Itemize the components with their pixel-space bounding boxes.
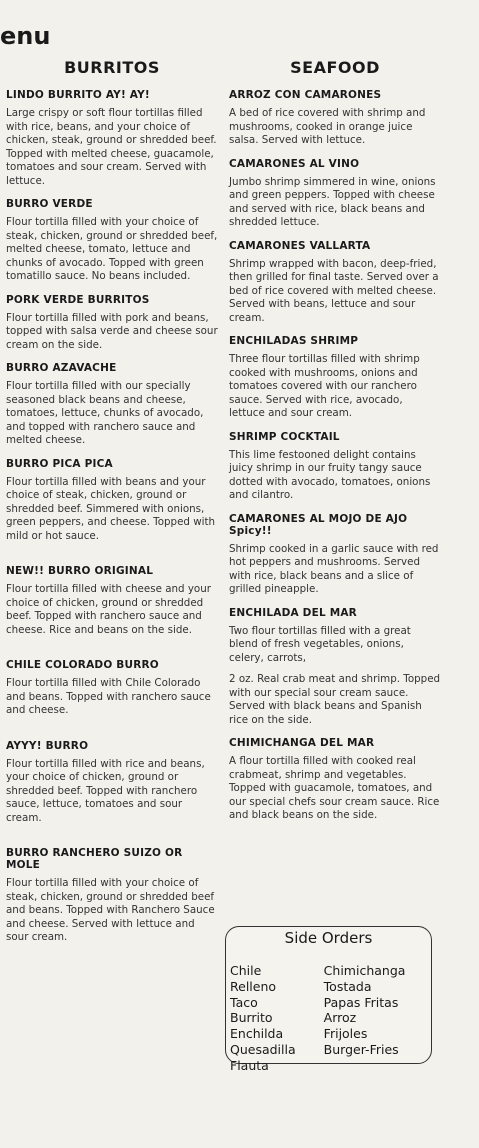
menu-item-name: LINDO BURRITO AY! AY! — [6, 89, 150, 101]
menu-item-name: BURRO PICA PICA — [6, 457, 113, 470]
side-order-item: Relleno — [230, 978, 277, 994]
menu-item — [229, 240, 441, 326]
menu-item — [229, 607, 441, 728]
seafood-heading: SEAFOOD — [290, 58, 380, 77]
side-orders-box — [225, 926, 432, 1073]
menu-item — [6, 198, 218, 284]
menu-item-name: NEW!! BURRO ORIGINAL — [6, 565, 154, 577]
side-order-item: Papas Fritas — [323, 994, 399, 1010]
menu-item — [6, 565, 218, 637]
menu-item — [6, 659, 218, 718]
menu-item-description-paragraph: Flour tortilla filled with rice and beans, your choice of chicken, ground or shredded beef. Topped with ranchero sauce, lettuce, tomatoes and sour cream. — [6, 757, 205, 824]
menu-item — [6, 362, 218, 448]
menu-item-description-paragraph: Three flour tortillas filled with shrimp cooked with mushrooms, onions and tomatoes covered with our ranchero sauce. Served with rice, avocado, lettuce and sour cream. — [229, 353, 420, 419]
side-order-item: Enchilda — [230, 1026, 284, 1042]
side-order-item: Flauta — [230, 1057, 269, 1073]
menu-item-description — [229, 755, 441, 823]
side-order-item: Taco — [230, 994, 258, 1010]
menu-item-description-paragraph: Jumbo shrimp simmered in wine, onions and green peppers. Topped with cheese and served with rice, black beans and shredded lettuce. — [229, 175, 436, 228]
menu-item-description-paragraph: Flour tortilla filled with your choice of steak, chicken, ground or shredded beef and beans. Topped with Ranchero Sauce and cheese. Served with lettuce and sour cream. — [6, 877, 215, 943]
menu-item-description — [6, 312, 218, 353]
menu-item — [6, 458, 218, 544]
side-order-item: Tostada — [323, 978, 372, 994]
seafood-column — [229, 58, 441, 833]
side-orders-right-list — [324, 963, 431, 1074]
menu-item-name: CAMARONES VALLARTA — [229, 239, 371, 252]
burritos-list — [6, 89, 218, 945]
menu-item-description — [229, 449, 441, 503]
menu-item-name: AYYY! BURRO — [6, 739, 89, 752]
menu-item-name: CHILE COLORADO BURRO — [6, 659, 159, 671]
menu-item-description-paragraph: Flour tortilla filled with cheese and your choice of chicken, ground or shredded beef. Topped with ranchero sauce and cheese. Rice and beans on the side. — [6, 583, 211, 636]
side-order-item: Arroz — [323, 1010, 357, 1026]
side-order-item: Frijoles — [323, 1026, 368, 1042]
menu-item-description — [229, 353, 441, 421]
menu-item-description — [6, 877, 218, 945]
menu-item-description-paragraph: Large crispy or soft flour tortillas filled with rice, beans, and your choice of chicken, steak, ground or shredded beef. Topped with melted cheese, guacamole, tomatoes and sour cream. Served with lettuce. — [6, 107, 217, 187]
menu-item-description-paragraph: This lime festooned delight contains juicy shrimp in our fruity tangy sauce dotted with avocado, tomatoes, onions and cilantro. — [229, 448, 431, 501]
side-order-item: Quesadilla — [230, 1041, 296, 1057]
menu-item — [6, 740, 218, 826]
menu-item-description — [6, 583, 218, 637]
burritos-column — [6, 58, 218, 955]
seafood-list — [229, 89, 441, 823]
menu-item-description-paragraph: Flour tortilla filled with pork and beans, topped with salsa verde and cheese sour cream on the side. — [6, 311, 218, 351]
menu-item — [6, 847, 218, 945]
menu-item-description — [229, 176, 441, 230]
menu-item-name: BURRO AZAVACHE — [6, 362, 117, 374]
menu-item-name: ENCHILADAS SHRIMP — [229, 335, 359, 347]
menu-item — [229, 737, 441, 823]
menu-item-description-paragraph: Flour tortilla filled with our specially seasoned black beans and cheese, tomatoes, lettuce, chunks of avocado, and topped with ranchero sauce and melted cheese. — [6, 380, 204, 446]
menu-item-description — [229, 543, 441, 597]
menu-item-description-paragraph: A bed of rice covered with shrimp and mushrooms, cooked in orange juice salsa. Served with lettuce. — [229, 107, 426, 146]
menu-item-name: SHRIMP COCKTAIL — [229, 430, 340, 443]
side-orders-title: Side Orders — [284, 929, 373, 947]
page-title: enu — [0, 22, 51, 50]
burritos-heading: BURRITOS — [64, 58, 160, 77]
menu-item — [229, 89, 441, 148]
menu-item-description — [6, 216, 218, 284]
menu-item-description — [6, 107, 218, 188]
side-order-item: Burger-Fries — [323, 1041, 399, 1057]
menu-item — [229, 431, 441, 503]
menu-item-description-paragraph: Flour tortilla filled with Chile Colorado and beans. Topped with ranchero sauce and cheese. — [6, 677, 211, 716]
menu-item — [229, 158, 441, 230]
menu-item-name: BURRO VERDE — [6, 198, 93, 210]
menu-item-name: ARROZ CON CAMARONES — [229, 89, 382, 101]
menu-item-name: CAMARONES AL VINO — [229, 157, 360, 170]
menu-item — [229, 513, 441, 597]
menu-item-name: CAMARONES AL MOJO DE AJO Spicy!! — [229, 512, 408, 537]
menu-item — [6, 294, 218, 353]
menu-item-description — [229, 107, 441, 148]
menu-item-description — [6, 380, 218, 448]
menu-item — [6, 89, 218, 188]
menu-item-description-paragraph: Flour tortilla filled with beans and your choice of steak, chicken, ground or shredded beef. Simmered with onions, green peppers, and cheese. Topped with mild or hot sauce. — [6, 475, 216, 542]
side-order-item: Chile — [230, 963, 262, 978]
menu-item-name: PORK VERDE BURRITOS — [6, 293, 150, 306]
menu-item-description — [6, 476, 218, 544]
menu-item-description — [6, 758, 218, 826]
menu-item-description — [229, 258, 441, 326]
menu-item-name: CHIMICHANGA DEL MAR — [229, 737, 375, 749]
menu-item-name: ENCHILADA DEL MAR — [229, 606, 357, 619]
menu-item-description — [229, 625, 441, 728]
menu-item-description — [6, 677, 218, 718]
menu-item-description-paragraph: Shrimp cooked in a garlic sauce with red hot peppers and mushrooms. Served with rice, black beans and a slice of grilled pineapple. — [229, 542, 439, 595]
side-orders-left-list — [230, 963, 324, 1074]
side-order-item: Burrito — [230, 1010, 273, 1026]
menu-item-description-paragraph: Shrimp wrapped with bacon, deep-fried, then grilled for final taste. Served over a bed of rice covered with melted cheese. Served with beans, lettuce and sour cream. — [229, 257, 439, 324]
menu-item-description-paragraph: Two flour tortillas filled with a great blend of fresh vegetables, onions, celery, carrots, — [229, 624, 411, 664]
side-order-item: Chimichanga — [323, 963, 406, 978]
menu-item-name: BURRO RANCHERO SUIZO OR MOLE — [6, 847, 183, 871]
menu-item-description-paragraph: Flour tortilla filled with your choice of steak, chicken, ground or shredded beef, melted cheese, tomato, lettuce and chunks of avocado. Topped with green tomatillo sauce. No beans included. — [6, 216, 218, 282]
menu-item-description-paragraph: 2 oz. Real crab meat and shrimp. Topped with our special sour cream sauce. Served with black beans and Spanish rice on the side. — [229, 673, 441, 726]
menu-item — [229, 335, 441, 421]
menu-item-description-paragraph: A flour tortilla filled with cooked real crabmeat, shrimp and vegetables. Topped with guacamole, tomatoes, and our special chefs sour cream sauce. Rice and black beans on the side. — [229, 755, 440, 821]
